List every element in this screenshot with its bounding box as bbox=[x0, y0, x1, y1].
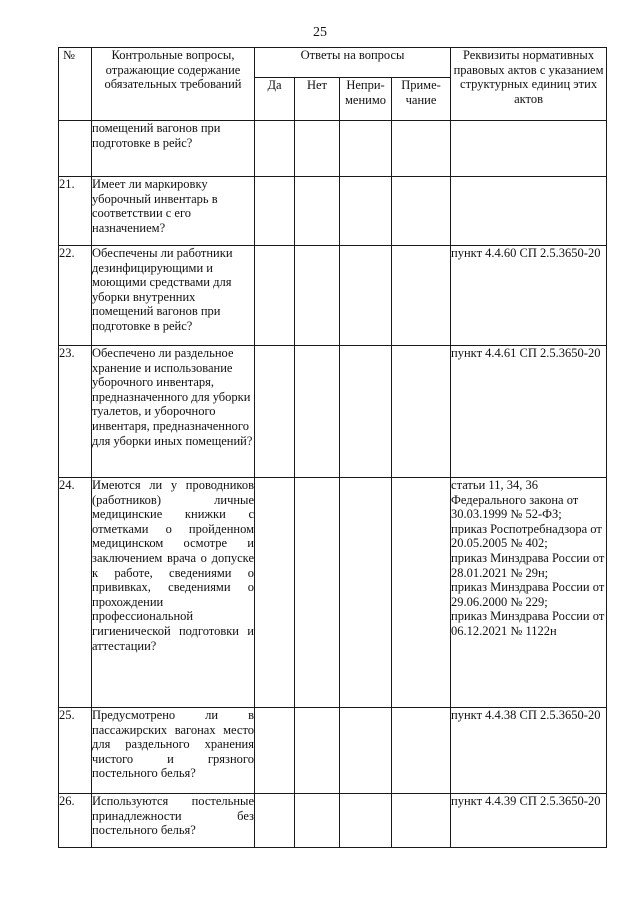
row-requisites: пункт 4.4.61 СП 2.5.3650-20 bbox=[451, 346, 607, 478]
header-answers: Ответы на вопросы bbox=[255, 48, 451, 78]
answer-note-cell[interactable] bbox=[392, 346, 451, 478]
header-row-top bbox=[59, 48, 607, 78]
header-note: Приме-чание bbox=[392, 78, 451, 121]
row-number: 25. bbox=[59, 708, 92, 794]
row-number bbox=[59, 121, 92, 177]
answer-no-cell[interactable] bbox=[295, 346, 340, 478]
row-number: 21. bbox=[59, 177, 92, 246]
answer-no-cell[interactable] bbox=[295, 177, 340, 246]
answer-note-cell[interactable] bbox=[392, 121, 451, 177]
answer-yes-cell[interactable] bbox=[255, 708, 295, 794]
row-requisites: пункт 4.4.39 СП 2.5.3650-20 bbox=[451, 794, 607, 848]
row-requisites bbox=[451, 177, 607, 246]
answer-not-applicable-cell[interactable] bbox=[340, 246, 392, 346]
row-question: Используются постельные принадлежности без постельного белья? bbox=[92, 794, 255, 848]
header-yes: Да bbox=[255, 78, 295, 121]
row-question: помещений вагонов при подготовке в рейс? bbox=[92, 121, 255, 177]
answer-not-applicable-cell[interactable] bbox=[340, 708, 392, 794]
header-no: Нет bbox=[295, 78, 340, 121]
answer-yes-cell[interactable] bbox=[255, 346, 295, 478]
table-row bbox=[59, 246, 607, 346]
table-row bbox=[59, 708, 607, 794]
row-requisites: пункт 4.4.60 СП 2.5.3650-20 bbox=[451, 246, 607, 346]
row-requisites: статьи 11, 34, 36 Федерального закона от 30.03.1999 № 52-ФЗ; приказ Роспотребнадзора от 20.05.2005 № 402; приказ Минздрава России от 28.01.2021 № 29н; приказ Минздрава России от 29.06.2000 № 229; приказ Минздрава России от 06.12.2021 № 1122н bbox=[451, 478, 607, 708]
row-question: Предусмотрено ли в пассажирских вагонах место для раздельного хранения чистого и грязного постельного белья? bbox=[92, 708, 255, 794]
answer-yes-cell[interactable] bbox=[255, 478, 295, 708]
answer-not-applicable-cell[interactable] bbox=[340, 478, 392, 708]
answer-no-cell[interactable] bbox=[295, 121, 340, 177]
answer-yes-cell[interactable] bbox=[255, 794, 295, 848]
header-number: № bbox=[59, 48, 92, 121]
page-number: 25 bbox=[313, 25, 327, 40]
table-row bbox=[59, 794, 607, 848]
row-question: Обеспечены ли работники дезинфицирующими и моющими средствами для уборки внутренних помещений вагонов при подготовке в рейс? bbox=[92, 246, 255, 346]
answer-not-applicable-cell[interactable] bbox=[340, 121, 392, 177]
row-number: 26. bbox=[59, 794, 92, 848]
answer-note-cell[interactable] bbox=[392, 794, 451, 848]
answer-yes-cell[interactable] bbox=[255, 177, 295, 246]
answer-note-cell[interactable] bbox=[392, 708, 451, 794]
header-questions: Контрольные вопросы, отражающие содержание обязательных требований bbox=[92, 48, 255, 121]
row-question: Имеет ли маркировку уборочный инвентарь в соответствии с его назначением? bbox=[92, 177, 255, 246]
row-question: Имеются ли у проводников (работников) личные медицинские книжки с отметками о пройденном медицинском осмотре и заключением врача о допуске к работе, сведениями о прививках, сведениями о прохождении профессиональной гигиенической подготовки и аттестации? bbox=[92, 478, 255, 708]
row-number: 22. bbox=[59, 246, 92, 346]
table-row bbox=[59, 478, 607, 708]
answer-not-applicable-cell[interactable] bbox=[340, 177, 392, 246]
answer-no-cell[interactable] bbox=[295, 708, 340, 794]
row-question: Обеспечено ли раздельное хранение и использование уборочного инвентаря, предназначенного для уборки туалетов, и уборочного инвентаря, предназначенного для уборки иных помещений? bbox=[92, 346, 255, 478]
answer-note-cell[interactable] bbox=[392, 177, 451, 246]
header-requisites: Реквизиты нормативных правовых актов с указанием структурных единиц этих актов bbox=[451, 48, 607, 121]
table-row bbox=[59, 177, 607, 246]
table-row bbox=[59, 346, 607, 478]
answer-no-cell[interactable] bbox=[295, 246, 340, 346]
row-requisites bbox=[451, 121, 607, 177]
answer-yes-cell[interactable] bbox=[255, 246, 295, 346]
table-row bbox=[59, 121, 607, 177]
answer-not-applicable-cell[interactable] bbox=[340, 346, 392, 478]
answer-no-cell[interactable] bbox=[295, 794, 340, 848]
row-number: 24. bbox=[59, 478, 92, 708]
answer-not-applicable-cell[interactable] bbox=[340, 794, 392, 848]
row-requisites: пункт 4.4.38 СП 2.5.3650-20 bbox=[451, 708, 607, 794]
row-number: 23. bbox=[59, 346, 92, 478]
answer-note-cell[interactable] bbox=[392, 478, 451, 708]
answer-note-cell[interactable] bbox=[392, 246, 451, 346]
checklist-table bbox=[58, 47, 607, 848]
answer-no-cell[interactable] bbox=[295, 478, 340, 708]
answer-yes-cell[interactable] bbox=[255, 121, 295, 177]
header-not-applicable: Непри-менимо bbox=[340, 78, 392, 121]
